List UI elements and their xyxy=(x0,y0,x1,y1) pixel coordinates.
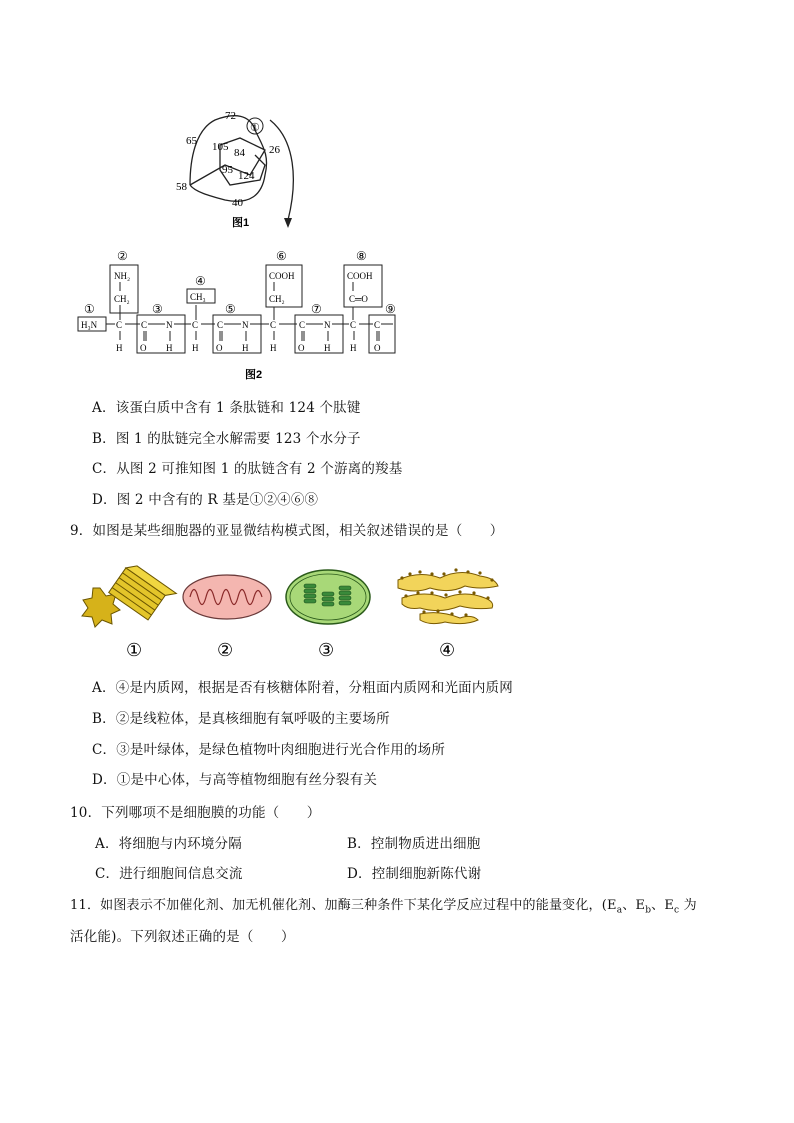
q9-fig-label-4: ④ xyxy=(439,640,456,661)
fig2-num-8: ⑧ xyxy=(356,249,367,263)
fig2-num-4: ④ xyxy=(195,274,206,288)
fig2-num-2: ② xyxy=(117,249,128,263)
fig1-label-124: 124 xyxy=(238,170,255,182)
h-3: H xyxy=(270,343,277,353)
ch3-label: CH₃ xyxy=(190,292,206,302)
fig1-label-65: 65 xyxy=(186,135,197,147)
h-4: H xyxy=(350,343,357,353)
c-alpha-3: C xyxy=(270,320,277,330)
q9-stem: 9．如图是某些细胞器的亚显微结构模式图，相关叙述错误的是（ ） xyxy=(70,523,504,539)
box-9 xyxy=(369,315,395,353)
h-1: H xyxy=(116,343,123,353)
o-1: O xyxy=(140,343,147,353)
q11-stem-end: 为 xyxy=(679,898,697,913)
q11-stem-line-2: 活化能)。下列叙述正确的是（ ） xyxy=(70,929,295,945)
o-4: O xyxy=(374,343,381,353)
q8-option-b: B．图 1 的肽链完全水解需要 123 个水分子 xyxy=(92,431,361,447)
fig1-label-26: 26 xyxy=(269,144,280,156)
q10-option-b: B．控制物质进出细胞 xyxy=(347,836,481,852)
q9-fig-label-3: ③ xyxy=(318,640,335,661)
fig2-num-1: ① xyxy=(84,302,95,316)
c-o-label: C═O xyxy=(349,294,368,304)
q11-stem-line-1 xyxy=(70,894,697,916)
q11-sep-1: 、E xyxy=(622,898,646,913)
q9-fig-label-1: ① xyxy=(126,640,143,661)
fig1-label-84: 84 xyxy=(234,147,245,159)
n-2: N xyxy=(242,320,249,330)
q9-option-a: A．④是内质网，根据是否有核糖体附着，分粗面内质网和光面内质网 xyxy=(92,680,513,696)
q8-option-a: A．该蛋白质中含有 1 条肽链和 124 个肽键 xyxy=(92,400,361,416)
q9-fig-label-2: ② xyxy=(217,640,234,661)
c-carbonyl-3: C xyxy=(299,320,306,330)
q10-option-d: D．控制细胞新陈代谢 xyxy=(347,866,482,882)
q9-option-c: C．③是叶绿体，是绿色植物叶肉细胞进行光合作用的场所 xyxy=(92,742,446,758)
fig2-caption: 图2 xyxy=(245,369,263,381)
fig1-label-58: 58 xyxy=(176,181,187,193)
centrosome-icon xyxy=(82,561,176,627)
q8-option-d: D．图 2 中含有的 R 基是①②④⑥⑧ xyxy=(92,492,319,508)
fig1-label-40: 40 xyxy=(232,197,243,209)
c-carbonyl-1: C xyxy=(141,320,148,330)
figure-2-peptide-structure xyxy=(75,245,415,385)
o-2: O xyxy=(216,343,223,353)
arrow-curve xyxy=(270,120,293,220)
q11-sub-a: a xyxy=(616,905,623,916)
fig2-num-7: ⑦ xyxy=(311,302,322,316)
q10-stem: 10．下列哪项不是细胞膜的功能（ ） xyxy=(70,805,321,821)
q11-stem-text: 11．如图表示不加催化剂、加无机催化剂、加酶三种条件下某化学反应过程中的能量变化，(E xyxy=(70,898,617,913)
q11-sub-b: b xyxy=(645,905,652,916)
ch2-label-2: CH₂ xyxy=(269,294,285,304)
c-alpha-2: C xyxy=(192,320,199,330)
fig2-num-6: ⑥ xyxy=(276,249,287,263)
h-2: H xyxy=(192,343,199,353)
q9-organelle-figure xyxy=(80,560,510,665)
fig2-num-9: ⑨ xyxy=(385,302,396,316)
arrow-head xyxy=(284,218,292,228)
n-3: N xyxy=(324,320,331,330)
fig1-label-95: 95 xyxy=(222,164,233,176)
nh2-label: NH₂ xyxy=(114,271,131,281)
figure-1-protein-chain xyxy=(170,100,320,235)
chloroplast-icon xyxy=(286,570,370,624)
fig1-caption: 图1 xyxy=(232,217,250,229)
o-3: O xyxy=(298,343,305,353)
fig1-label-105: 105 xyxy=(212,141,229,153)
n-1: N xyxy=(166,320,173,330)
fig2-num-3: ③ xyxy=(152,302,163,316)
h-n-3: H xyxy=(324,343,331,353)
c-alpha-4: C xyxy=(350,320,357,330)
h-n-2: H xyxy=(242,343,249,353)
c-carbonyl-4: C xyxy=(374,320,381,330)
q8-option-c: C．从图 2 可推知图 1 的肽链含有 2 个游离的羧基 xyxy=(92,461,403,477)
ch2-label-1: CH₂ xyxy=(114,294,130,304)
c-alpha-1: C xyxy=(116,320,123,330)
q9-option-d: D．①是中心体，与高等植物细胞有丝分裂有关 xyxy=(92,772,378,788)
fig2-num-5: ⑤ xyxy=(225,302,236,316)
c-carbonyl-2: C xyxy=(217,320,224,330)
fig1-start-label: ① xyxy=(250,122,260,134)
q9-option-b: B．②是线粒体，是真核细胞有氧呼吸的主要场所 xyxy=(92,711,390,727)
h3n-label: H₃N xyxy=(81,320,98,330)
h-n-1: H xyxy=(166,343,173,353)
cooh-label-2: COOH xyxy=(347,271,373,281)
cooh-label-1: COOH xyxy=(269,271,295,281)
endoplasmic-reticulum-icon xyxy=(398,568,498,623)
q10-option-c: C．进行细胞间信息交流 xyxy=(95,866,243,882)
q11-sep-2: 、E xyxy=(651,898,675,913)
q10-option-a: A．将细胞与内环境分隔 xyxy=(95,836,242,852)
mitochondrion-icon xyxy=(183,575,271,619)
q11-sub-c: c xyxy=(674,905,680,916)
fig1-label-72: 72 xyxy=(225,110,236,122)
